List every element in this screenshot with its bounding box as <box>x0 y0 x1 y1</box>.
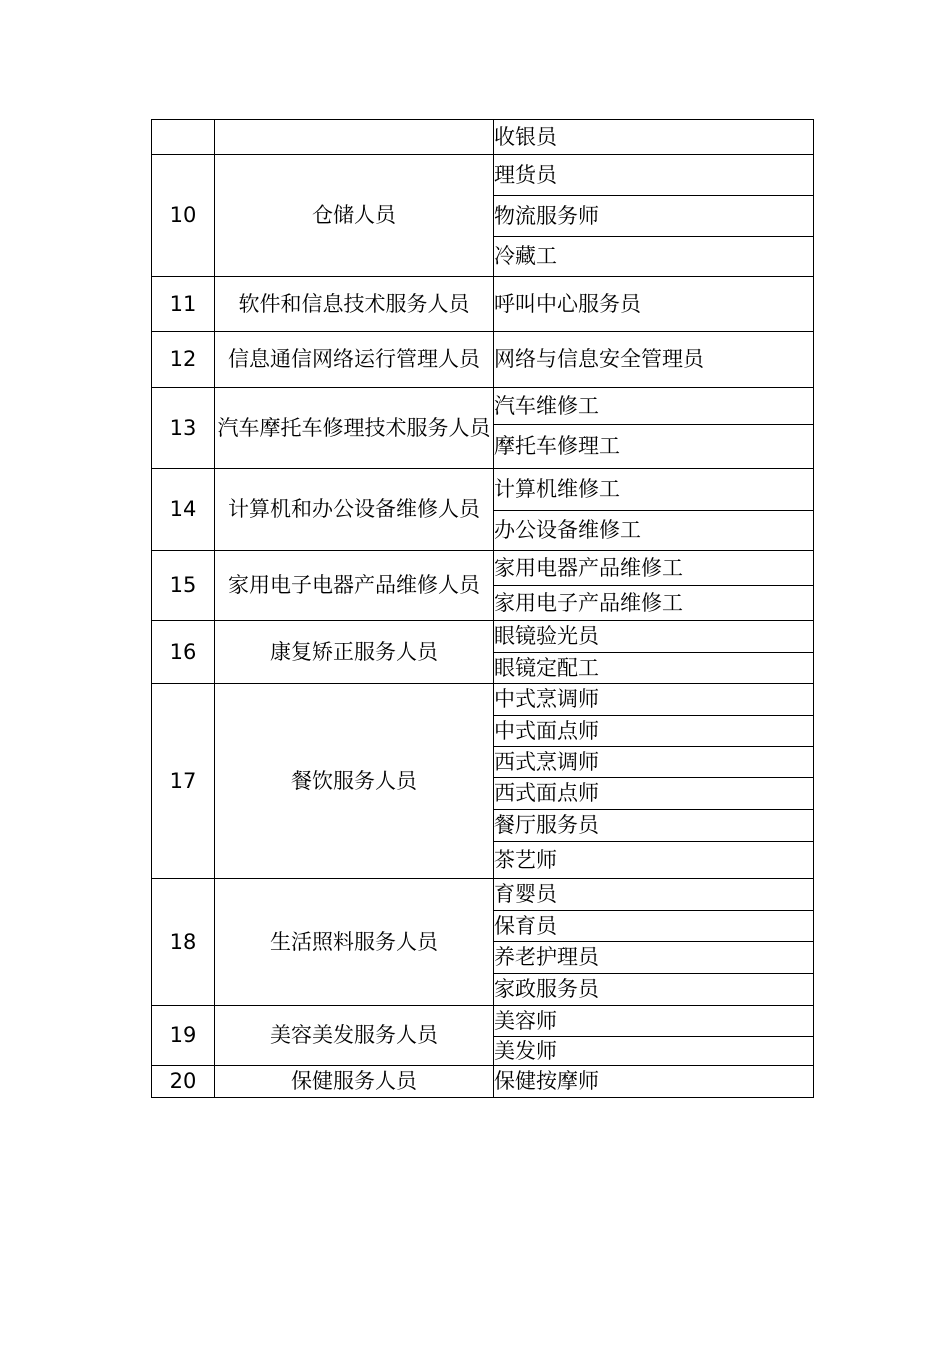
job-title: 家用电器产品维修工 <box>494 551 814 586</box>
job-title: 美发师 <box>494 1037 814 1066</box>
job-title: 西式烹调师 <box>494 747 814 778</box>
table-row <box>152 120 814 155</box>
job-title: 理货员 <box>494 155 814 196</box>
category-name: 计算机和办公设备维修人员 <box>215 469 494 551</box>
category-number: 13 <box>152 388 215 469</box>
table-row <box>152 1006 814 1037</box>
category-number: 14 <box>152 469 215 551</box>
job-title: 中式烹调师 <box>494 684 814 716</box>
category-number: 20 <box>152 1066 215 1098</box>
table-row <box>152 155 814 196</box>
table-row <box>152 551 814 586</box>
job-title: 美容师 <box>494 1006 814 1037</box>
table-row <box>152 469 814 511</box>
category-number: 16 <box>152 621 215 684</box>
category-number: 17 <box>152 684 215 879</box>
job-title: 育婴员 <box>494 879 814 911</box>
category-name: 生活照料服务人员 <box>215 879 494 1006</box>
table-row <box>152 1066 814 1098</box>
category-name: 仓储人员 <box>215 155 494 277</box>
job-title: 摩托车修理工 <box>494 425 814 469</box>
job-title: 保育员 <box>494 911 814 942</box>
category-name: 美容美发服务人员 <box>215 1006 494 1066</box>
job-title: 网络与信息安全管理员 <box>494 332 814 388</box>
job-title: 西式面点师 <box>494 778 814 810</box>
job-title: 家用电子产品维修工 <box>494 586 814 621</box>
category-name: 餐饮服务人员 <box>215 684 494 879</box>
category-number: 12 <box>152 332 215 388</box>
job-title: 养老护理员 <box>494 942 814 974</box>
category-name: 保健服务人员 <box>215 1066 494 1098</box>
job-title: 保健按摩师 <box>494 1066 814 1098</box>
category-number: 19 <box>152 1006 215 1066</box>
job-title: 办公设备维修工 <box>494 511 814 551</box>
table-row <box>152 621 814 653</box>
job-title: 眼镜定配工 <box>494 653 814 684</box>
category-name: 家用电子电器产品维修人员 <box>215 551 494 621</box>
table-row <box>152 684 814 716</box>
job-title: 中式面点师 <box>494 716 814 747</box>
job-title: 收银员 <box>494 120 814 155</box>
table-row <box>152 388 814 425</box>
job-title: 餐厅服务员 <box>494 810 814 842</box>
category-number: 10 <box>152 155 215 277</box>
job-title: 茶艺师 <box>494 842 814 879</box>
category-number: 18 <box>152 879 215 1006</box>
category-number: 11 <box>152 277 215 332</box>
job-title: 物流服务师 <box>494 196 814 237</box>
job-title: 汽车维修工 <box>494 388 814 425</box>
job-title: 呼叫中心服务员 <box>494 277 814 332</box>
table-row <box>152 277 814 332</box>
category-number: 15 <box>152 551 215 621</box>
category-name <box>215 120 494 155</box>
job-title: 眼镜验光员 <box>494 621 814 653</box>
job-title: 家政服务员 <box>494 974 814 1006</box>
job-title: 计算机维修工 <box>494 469 814 511</box>
category-name: 软件和信息技术服务人员 <box>215 277 494 332</box>
table-row <box>152 879 814 911</box>
job-title: 冷藏工 <box>494 237 814 277</box>
category-name: 信息通信网络运行管理人员 <box>215 332 494 388</box>
table-row <box>152 332 814 388</box>
category-name: 汽车摩托车修理技术服务人员 <box>215 388 494 469</box>
category-name: 康复矫正服务人员 <box>215 621 494 684</box>
occupation-table <box>151 119 814 1098</box>
category-number <box>152 120 215 155</box>
